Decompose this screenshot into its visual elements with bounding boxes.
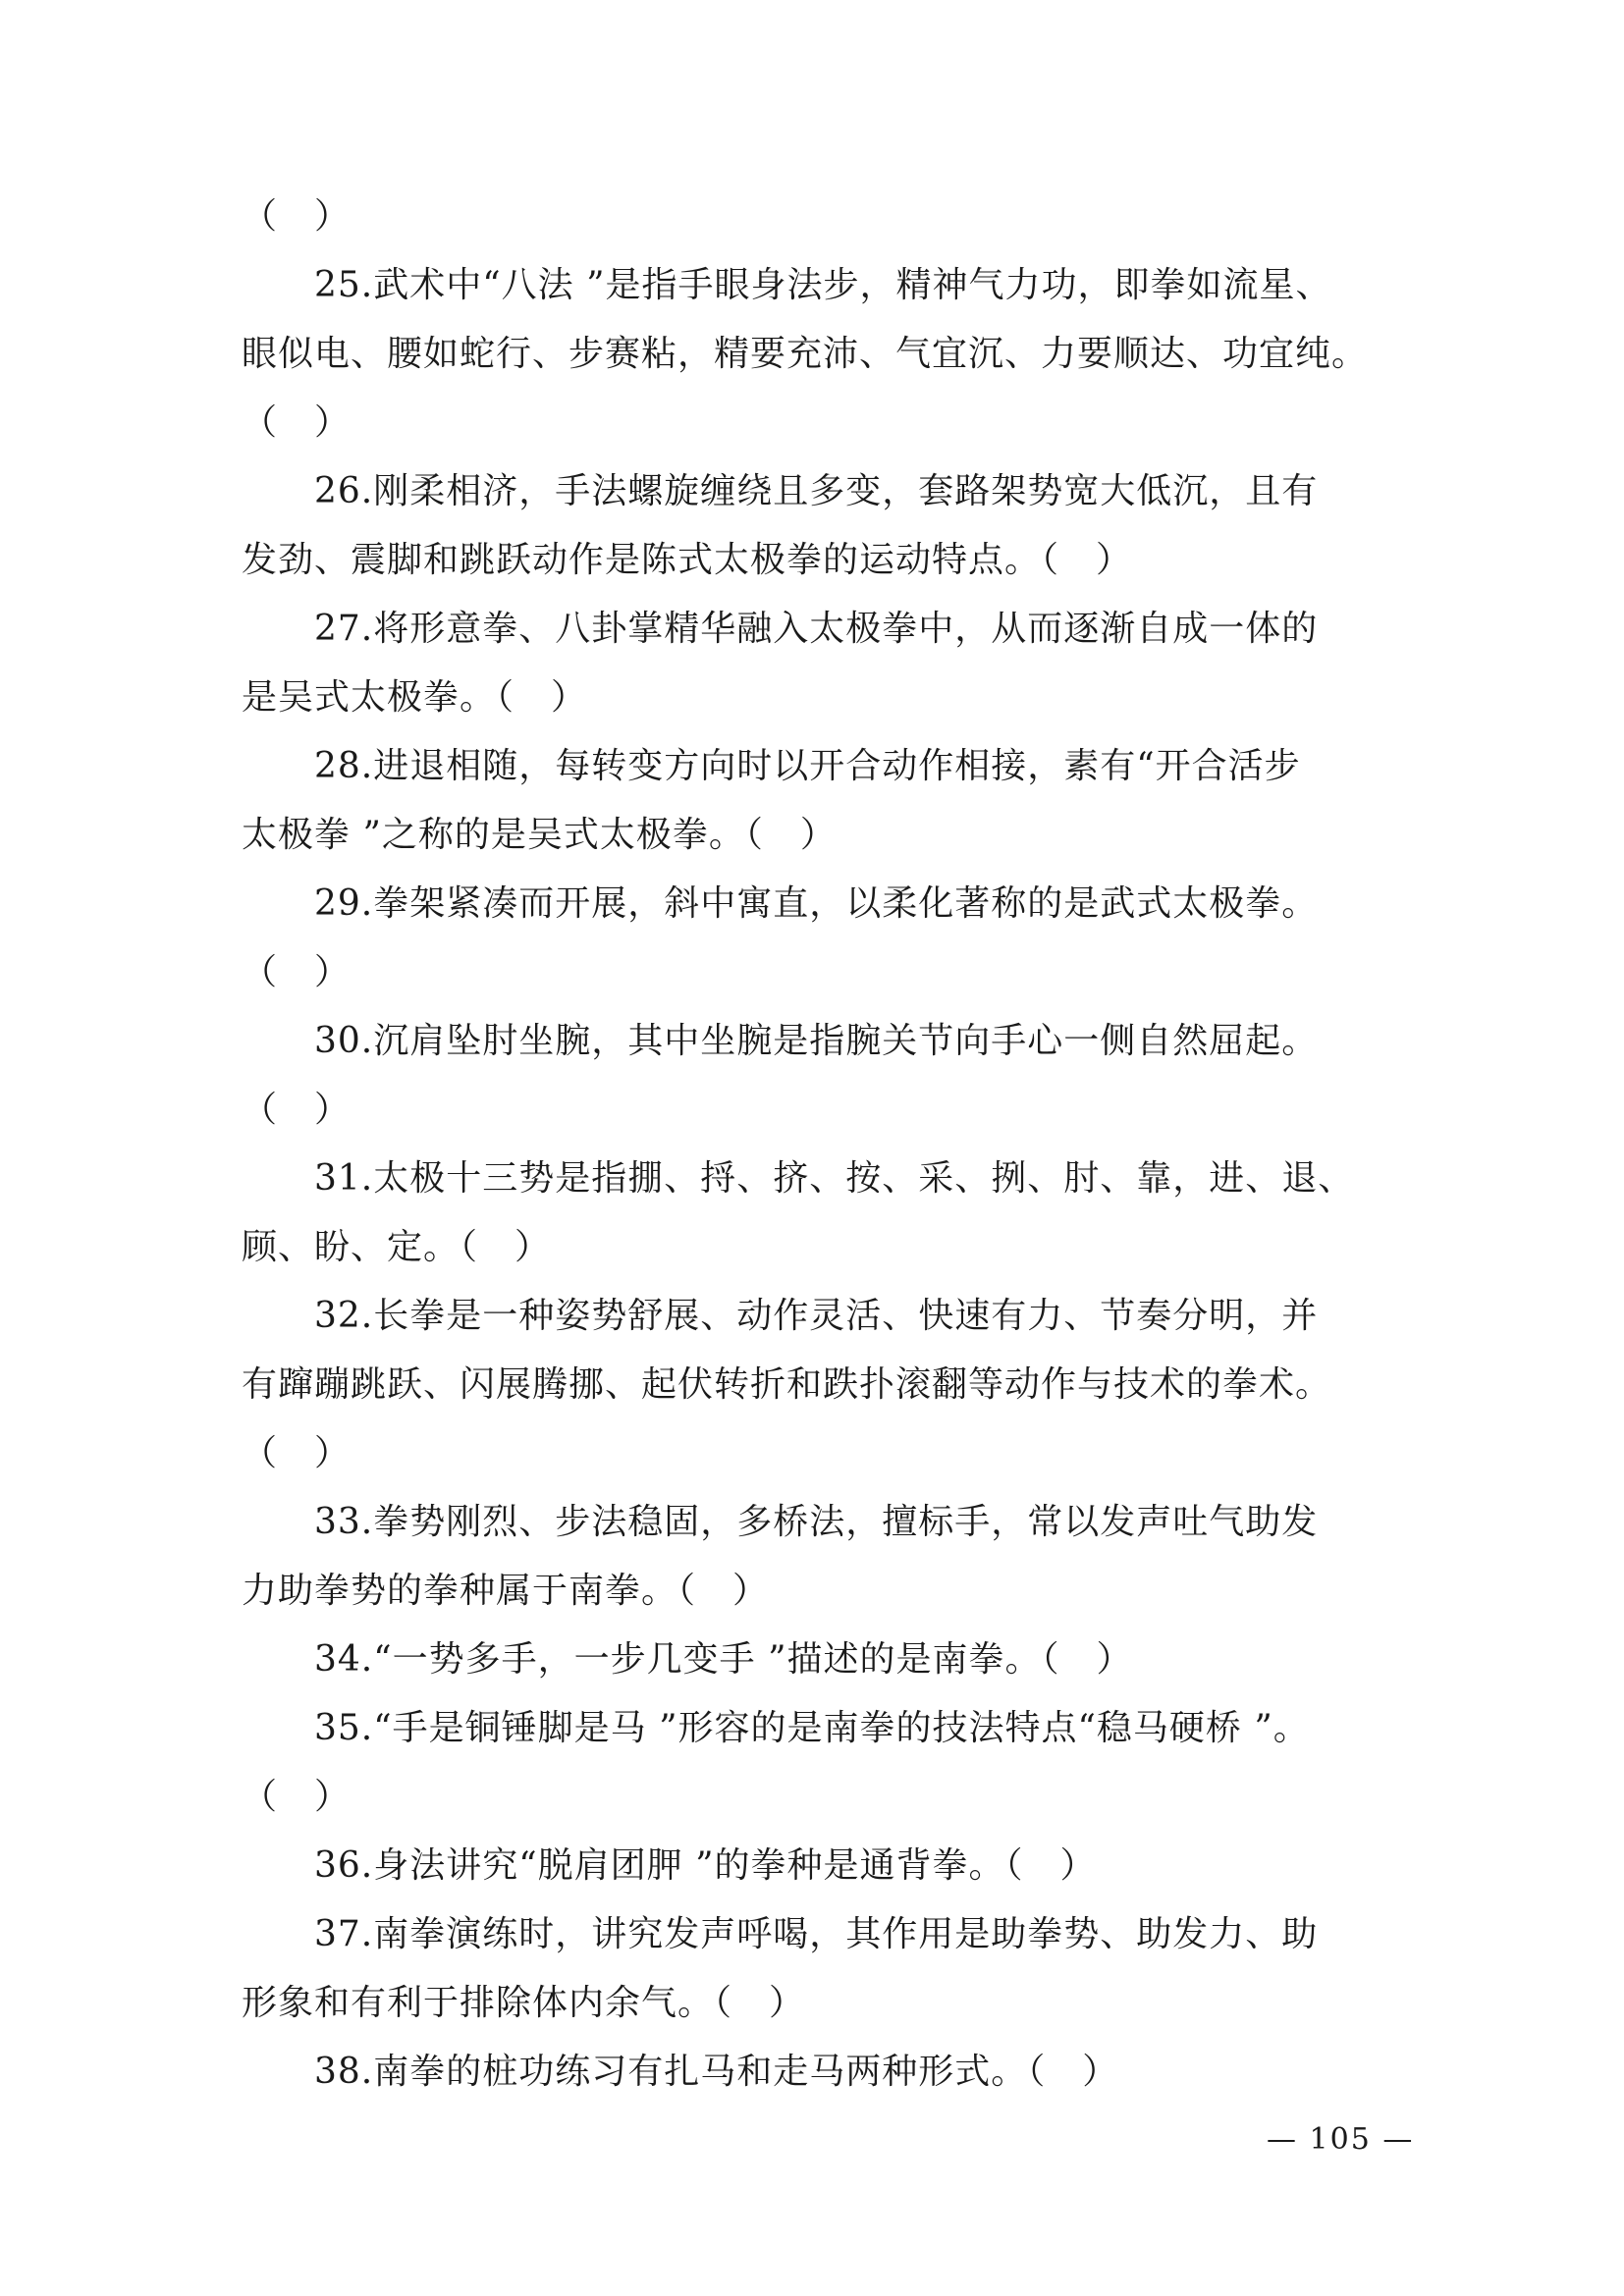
- text-line: （ ）: [242, 1090, 352, 1130]
- text-line: 28.进退相随，每转变方向时以开合动作相接，素有“开合活步: [314, 746, 1301, 786]
- text-line: 力助拳势的拳种属于南拳。（ ）: [242, 1571, 770, 1611]
- text-line: 太极拳 ”之称的是吴式太极拳。（ ）: [242, 815, 837, 855]
- text-line: 36.身法讲究“脱肩团胛 ”的拳种是通背拳。（ ）: [314, 1845, 1097, 1886]
- text-line: 29.拳架紧凑而开展，斜中寓直，以柔化著称的是武式太极拳。: [314, 883, 1319, 924]
- question-text-body: [242, 183, 1400, 2107]
- text-line: （ ）: [242, 952, 352, 992]
- text-line: （ ）: [242, 196, 352, 237]
- page-number: — 105 —: [1267, 2122, 1415, 2157]
- text-line: （ ）: [242, 1433, 352, 1473]
- text-line: 形象和有利于排除体内余气。（ ）: [242, 1983, 806, 2023]
- text-line: 是吴式太极拳。（ ）: [242, 677, 588, 718]
- text-line: 35.“手是铜锤脚是马 ”形容的是南拳的技法特点“稳马硬桥 ”。: [314, 1708, 1310, 1748]
- text-line: 有蹿蹦跳跃、闪展腾挪、起伏转折和跌扑滚翻等动作与技术的拳术。: [242, 1364, 1332, 1405]
- text-line: 30.沉肩坠肘坐腕，其中坐腕是指腕关节向手心一侧自然屈起。: [314, 1021, 1319, 1061]
- text-line: （ ）: [242, 1777, 352, 1817]
- text-line: 眼似电、腰如蛇行、步赛粘，精要充沛、气宜沉、力要顺达、功宜纯。: [242, 334, 1369, 374]
- text-line: 33.拳势刚烈、步法稳固，多桥法，擅标手，常以发声吐气助发: [314, 1502, 1319, 1542]
- text-line: 34.“一势多手，一步几变手 ”描述的是南拳。（ ）: [314, 1639, 1133, 1680]
- text-line: （ ）: [242, 402, 352, 443]
- text-line: 37.南拳演练时，讲究发声呼喝，其作用是助拳势、助发力、助: [314, 1914, 1319, 1954]
- text-line: 顾、盼、定。（ ）: [242, 1227, 552, 1267]
- text-line: 25.武术中“八法 ”是指手眼身法步，精神气力功，即拳如流星、: [314, 265, 1332, 305]
- text-line: 发劲、震脚和跳跃动作是陈式太极拳的运动特点。（ ）: [242, 540, 1133, 580]
- text-line: 31.太极十三势是指掤、捋、挤、按、采、挒、肘、靠，进、退、: [314, 1158, 1355, 1199]
- text-line: 26.刚柔相济，手法螺旋缠绕且多变，套路架势宽大低沉，且有: [314, 471, 1319, 511]
- text-line: 27.将形意拳、八卦掌精华融入太极拳中，从而逐渐自成一体的: [314, 609, 1319, 649]
- text-line: 32.长拳是一种姿势舒展、动作灵活、快速有力、节奏分明，并: [314, 1296, 1319, 1336]
- text-line: 38.南拳的桩功练习有扎马和走马两种形式。（ ）: [314, 2052, 1119, 2092]
